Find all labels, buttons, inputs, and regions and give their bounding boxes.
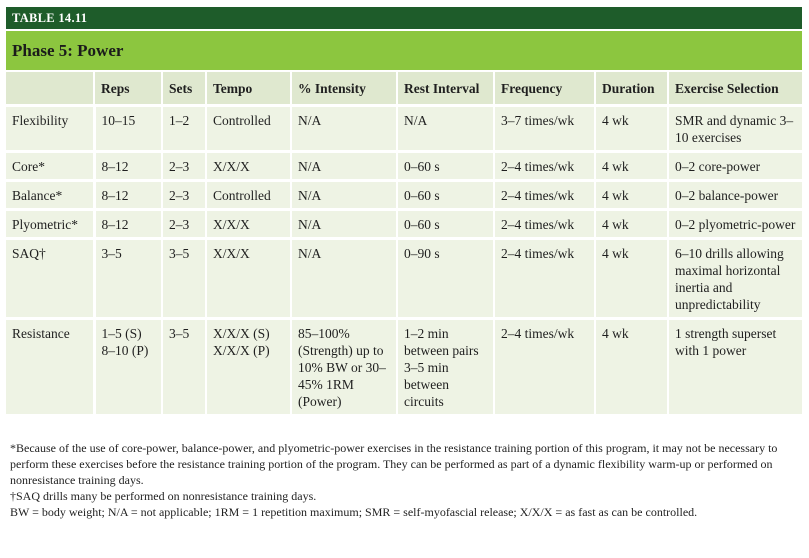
rest-cell: 0–60 s (397, 152, 494, 181)
table-row (6, 106, 802, 152)
phase-title: Phase 5: Power (6, 31, 802, 70)
sets-cell: 3–5 (162, 319, 206, 415)
table-row (6, 239, 802, 319)
duration-cell: 4 wk (595, 106, 668, 152)
selection-cell: 0–2 core-power (668, 152, 802, 181)
tempo-cell (206, 319, 291, 415)
sets-cell: 2–3 (162, 210, 206, 239)
intensity-cell: N/A (291, 210, 397, 239)
footnotes (10, 440, 800, 520)
selection-cell: 0–2 plyometric-power (668, 210, 802, 239)
rest-cell: 1–2 min between pairs 3–5 min between circuits (397, 319, 494, 415)
row-label: Balance* (6, 181, 94, 210)
intensity-cell: 85–100% (Strength) up to 10% BW or 30–45% 1RM (Power) (291, 319, 397, 415)
row-label: Core* (6, 152, 94, 181)
tempo-cell: X/X/X (206, 210, 291, 239)
tempo-line: X/X/X (P) (213, 343, 270, 358)
reps-cell: 8–12 (94, 152, 162, 181)
rest-cell: N/A (397, 106, 494, 152)
frequency-cell: 2–4 times/wk (494, 239, 595, 319)
selection-cell: 6–10 drills allowing maximal horizontal inertia and unpredictability (668, 239, 802, 319)
sets-cell: 1–2 (162, 106, 206, 152)
intensity-cell: N/A (291, 106, 397, 152)
footnote-asterisk: *Because of the use of core-power, balance-power, and plyometric-power exercises in the resistance training portion of this program, it may not be necessary to perform these exercises before the resistance training portion of the program. They can be performed as part of a dynamic flexibility warm-up or performed on nonresistance training days. (10, 441, 778, 487)
reps-cell: 8–12 (94, 181, 162, 210)
header-intensity: % Intensity (291, 72, 397, 106)
intensity-cell: N/A (291, 181, 397, 210)
row-label: Flexibility (6, 106, 94, 152)
duration-cell: 4 wk (595, 239, 668, 319)
table-label: TABLE 14.11 (6, 7, 802, 29)
frequency-cell: 2–4 times/wk (494, 210, 595, 239)
reps-cell: 10–15 (94, 106, 162, 152)
duration-cell: 4 wk (595, 181, 668, 210)
table-row (6, 181, 802, 210)
header-rest-interval: Rest Interval (397, 72, 494, 106)
header-reps: Reps (94, 72, 162, 106)
rest-cell: 0–90 s (397, 239, 494, 319)
table-row (6, 152, 802, 181)
rest-cell: 0–60 s (397, 181, 494, 210)
header-row (6, 72, 802, 106)
reps-cell (94, 319, 162, 415)
frequency-cell: 2–4 times/wk (494, 152, 595, 181)
duration-cell: 4 wk (595, 319, 668, 415)
selection-cell: 1 strength superset with 1 power (668, 319, 802, 415)
tempo-line: X/X/X (S) (213, 326, 270, 341)
reps-line: 1–5 (S) (101, 326, 142, 341)
header-sets: Sets (162, 72, 206, 106)
frequency-cell: 2–4 times/wk (494, 181, 595, 210)
header-tempo: Tempo (206, 72, 291, 106)
reps-line: 8–10 (P) (101, 343, 149, 358)
footnote-dagger: †SAQ drills many be performed on nonresistance training days. (10, 489, 317, 503)
row-label: Plyometric* (6, 210, 94, 239)
reps-cell: 8–12 (94, 210, 162, 239)
duration-cell: 4 wk (595, 152, 668, 181)
intensity-cell: N/A (291, 152, 397, 181)
header-exercise-selection: Exercise Selection (668, 72, 802, 106)
header-duration: Duration (595, 72, 668, 106)
selection-cell: SMR and dynamic 3–10 exercises (668, 106, 802, 152)
frequency-cell: 3–7 times/wk (494, 106, 595, 152)
tempo-cell: X/X/X (206, 152, 291, 181)
tempo-cell: Controlled (206, 106, 291, 152)
intensity-cell: N/A (291, 239, 397, 319)
row-label: SAQ† (6, 239, 94, 319)
table-row (6, 319, 802, 415)
training-table (6, 72, 802, 414)
sets-cell: 3–5 (162, 239, 206, 319)
tempo-cell: X/X/X (206, 239, 291, 319)
duration-cell: 4 wk (595, 210, 668, 239)
footnote-abbreviations: BW = body weight; N/A = not applicable; 1RM = 1 repetition maximum; SMR = self-myofascial release; X/X/X = as fast as can be controlled. (10, 505, 698, 519)
sets-cell: 2–3 (162, 152, 206, 181)
table-row (6, 210, 802, 239)
rest-cell: 0–60 s (397, 210, 494, 239)
sets-cell: 2–3 (162, 181, 206, 210)
reps-cell: 3–5 (94, 239, 162, 319)
selection-cell: 0–2 balance-power (668, 181, 802, 210)
tempo-cell: Controlled (206, 181, 291, 210)
frequency-cell: 2–4 times/wk (494, 319, 595, 415)
row-label: Resistance (6, 319, 94, 415)
header-frequency: Frequency (494, 72, 595, 106)
header-blank (6, 72, 94, 106)
